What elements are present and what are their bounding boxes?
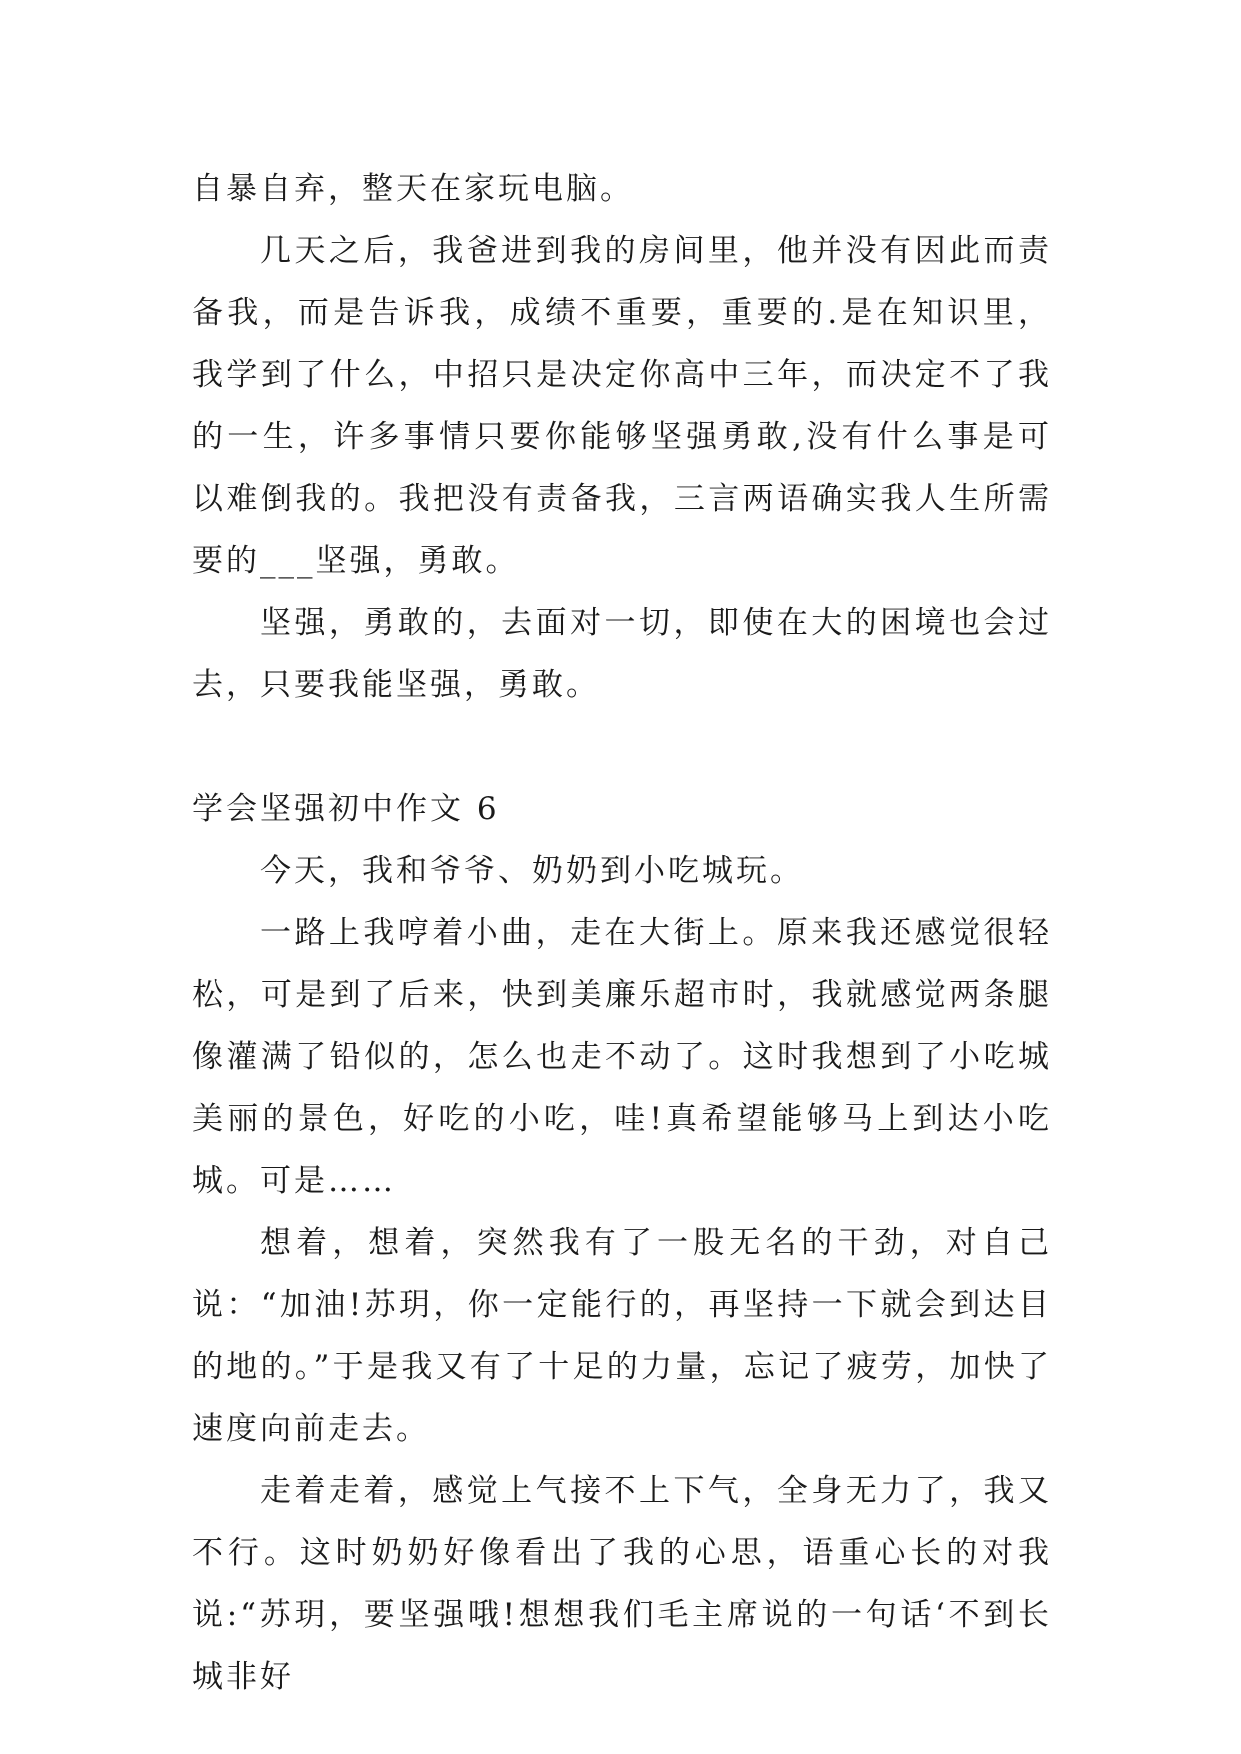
document-body	[192, 158, 1052, 1708]
essay-title: 学会坚强初中作文 6	[192, 791, 500, 827]
paragraph-father-talk: 几天之后，我爸进到我的房间里，他并没有因此而责备我，而是告诉我，成绩不重要，重要的.是在知识里，我学到了什么，中招只是决定你高中三年，而决定不了我的一生，许多事情只要你能够坚强勇敢,没有什么事是可以难倒我的。我把没有责备我，三言两语确实我人生所需要的___坚强，勇敢。	[192, 233, 1052, 579]
paragraph-continued: 自暴自弃，整天在家玩电脑。	[192, 171, 634, 207]
paragraph-encouragement: 想着，想着，突然我有了一股无名的干劲，对自己说：“加油!苏玥，你一定能行的，再坚持一下就会到达目的地的。”于是我又有了十足的力量，忘记了疲劳，加快了速度向前走去。	[192, 1225, 1052, 1447]
paragraph-grandma: 走着走着，感觉上气接不上下气，全身无力了，我又不行。这时奶奶好像看出了我的心思，语重心长的对我说:“苏玥，要坚强哦!想想我们毛主席说的一句话‘不到长城非好	[192, 1473, 1052, 1695]
section-spacer	[192, 716, 1052, 778]
paragraph-intro: 今天，我和爷爷、奶奶到小吃城玩。	[260, 853, 804, 889]
paragraph-be-strong: 坚强，勇敢的，去面对一切，即使在大的困境也会过去，只要我能坚强，勇敢。	[192, 605, 1052, 703]
paragraph-walking: 一路上我哼着小曲，走在大街上。原来我还感觉很轻松，可是到了后来，快到美廉乐超市时，我就感觉两条腿像灌满了铅似的，怎么也走不动了。这时我想到了小吃城美丽的景色，好吃的小吃，哇!真希望能够马上到达小吃城。可是……	[192, 915, 1052, 1199]
